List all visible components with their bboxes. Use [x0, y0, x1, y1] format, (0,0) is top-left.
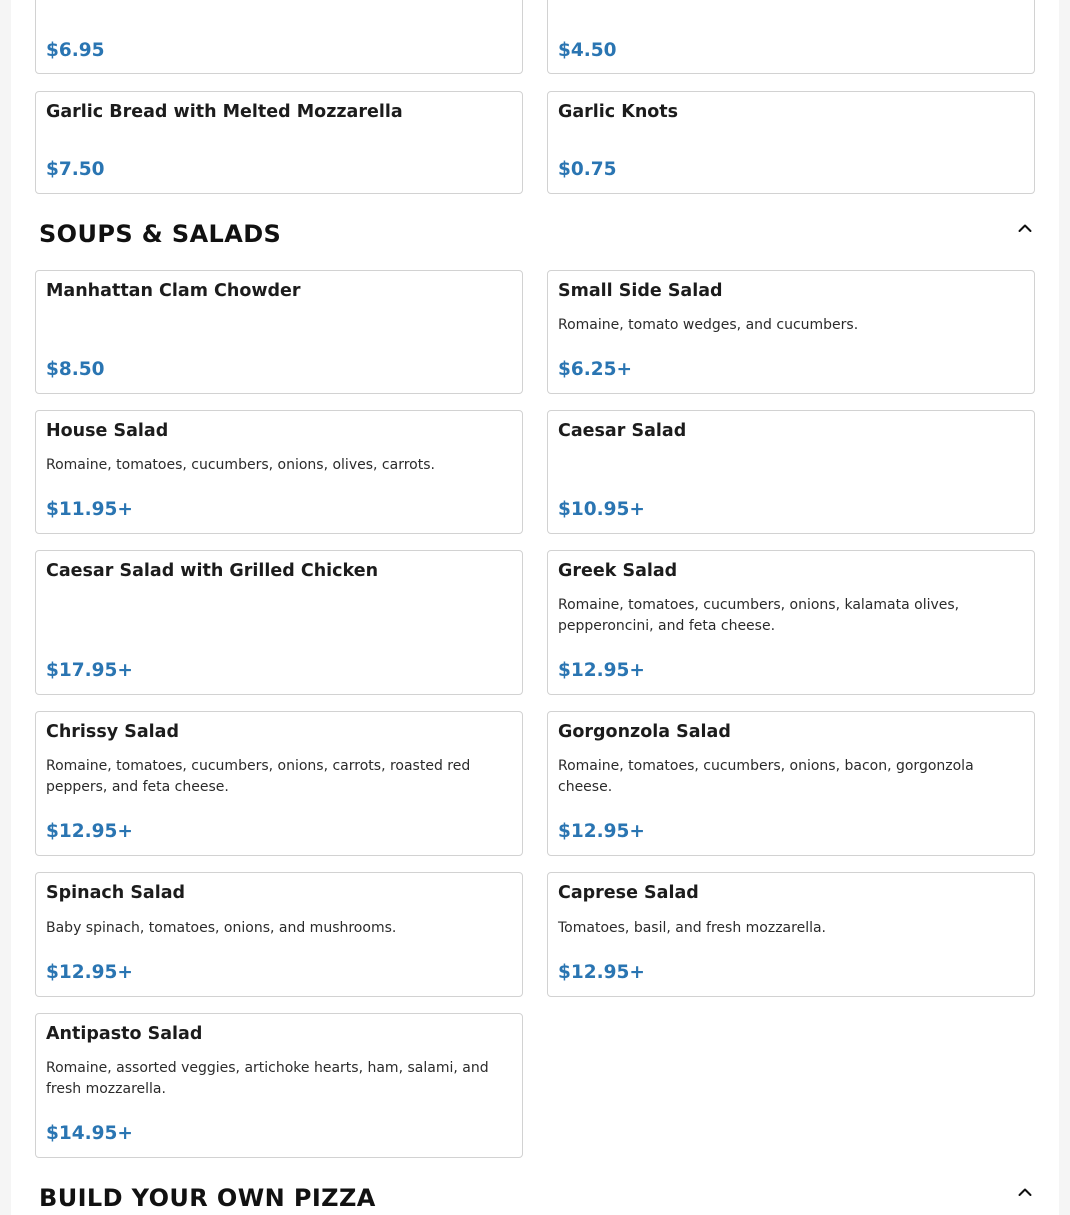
- menu-item-card[interactable]: [35, 872, 523, 997]
- menu-item-price: $11.95+: [46, 499, 133, 520]
- menu-item-card[interactable]: [35, 1013, 523, 1158]
- menu-item-card[interactable]: [547, 410, 1035, 534]
- menu-item-price: $12.95+: [558, 821, 645, 842]
- menu-item-description: Romaine, tomatoes, cucumbers, onions, carrots, roasted red peppers, and feta cheese.: [46, 758, 471, 795]
- menu-item-price: $0.75: [558, 159, 617, 180]
- menu-item-card[interactable]: [35, 711, 523, 856]
- menu-item-name: Manhattan Clam Chowder: [46, 281, 301, 301]
- menu-item-card[interactable]: [35, 270, 523, 394]
- menu-item-card[interactable]: [35, 550, 523, 695]
- menu-item-description: Romaine, tomato wedges, and cucumbers.: [558, 317, 859, 333]
- menu-item-card[interactable]: [547, 0, 1035, 74]
- menu-item-card[interactable]: [35, 410, 523, 534]
- menu-item-price: $4.50: [558, 40, 617, 61]
- menu-item-description: Romaine, tomatoes, cucumbers, onions, kalamata olives, pepperoncini, and feta cheese.: [558, 597, 960, 634]
- chevron-up-icon[interactable]: [1015, 1182, 1035, 1202]
- menu-item-name: Caesar Salad with Grilled Chicken: [46, 561, 379, 581]
- menu-item-price: $7.50: [46, 159, 105, 180]
- menu-item-description: Baby spinach, tomatoes, onions, and mushrooms.: [46, 920, 397, 936]
- menu-item-price: $12.95+: [46, 821, 133, 842]
- menu-item-price: $8.50: [46, 359, 105, 380]
- section-title-build-your-own-pizza: BUILD YOUR OWN PIZZA: [39, 1184, 376, 1212]
- menu-item-price: $17.95+: [46, 660, 133, 681]
- menu-item-price: $12.95+: [558, 962, 645, 983]
- menu-item-name: Garlic Bread with Melted Mozzarella: [46, 102, 403, 122]
- menu-item-name: Chrissy Salad: [46, 722, 180, 742]
- menu-item-card[interactable]: [547, 270, 1035, 394]
- menu-item-card[interactable]: [35, 0, 523, 74]
- menu-item-card[interactable]: [35, 91, 523, 194]
- menu-item-name: House Salad: [46, 421, 169, 441]
- menu-item-description: Romaine, tomatoes, cucumbers, onions, olives, carrots.: [46, 457, 435, 473]
- menu-item-card[interactable]: [547, 91, 1035, 194]
- menu-item-name: Spinach Salad: [46, 883, 186, 903]
- menu-item-description: Tomatoes, basil, and fresh mozzarella.: [558, 920, 827, 936]
- menu-item-price: $10.95+: [558, 499, 645, 520]
- section-title-soups-salads: SOUPS & SALADS: [39, 220, 282, 248]
- menu-item-name: Antipasto Salad: [46, 1024, 203, 1044]
- menu-item-price: $12.95+: [558, 660, 645, 681]
- menu-item-price: $14.95+: [46, 1123, 133, 1144]
- menu-item-card[interactable]: [547, 550, 1035, 695]
- menu-item-price: $12.95+: [46, 962, 133, 983]
- menu-item-name: Garlic Knots: [558, 102, 679, 122]
- chevron-up-icon[interactable]: [1015, 218, 1035, 238]
- menu-item-name: Gorgonzola Salad: [558, 722, 731, 742]
- menu-item-card[interactable]: [547, 711, 1035, 856]
- menu-item-card[interactable]: [547, 872, 1035, 997]
- menu-item-name: Greek Salad: [558, 561, 678, 581]
- menu-item-name: Caesar Salad: [558, 421, 687, 441]
- menu-item-price: $6.95: [46, 40, 105, 61]
- menu-item-description: Romaine, assorted veggies, artichoke hearts, ham, salami, and fresh mozzarella.: [46, 1060, 489, 1097]
- menu-item-description: Romaine, tomatoes, cucumbers, onions, bacon, gorgonzola cheese.: [558, 758, 974, 795]
- menu-item-name: Caprese Salad: [558, 883, 699, 903]
- menu-item-name: Small Side Salad: [558, 281, 723, 301]
- menu-page: [11, 0, 1059, 1215]
- menu-item-price: $6.25+: [558, 359, 633, 380]
